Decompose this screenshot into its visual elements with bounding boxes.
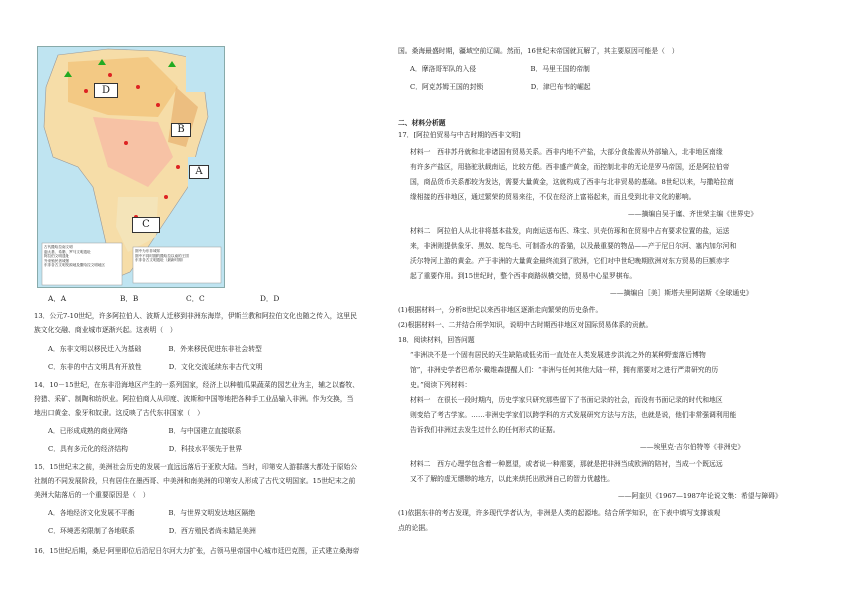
material-source: ——阿奎贝《1967—1987年论说文集：希望与障碍》	[618, 492, 782, 500]
sub-question: (1)根据材料一，分析8世纪以来西非地区逐渐走向繁荣的历史条件。	[398, 306, 603, 314]
material-text: “非洲决不是一个固有居民的天生缺陷或低劣而一直处在人类发展进步洪流之外的某种野蛮落后博物	[410, 351, 706, 359]
material-text: 有许多产盐区，用骆驼驮载南运，比较方便。西非盛产黄金，而控制北非的无论是罗马帝国，还是阿拉伯帝	[410, 163, 730, 171]
question-text: 狩猎、采矿、制陶和纺织业。阿拉伯商人从印度、波斯和中国等地把各种手工业品输入非洲。作为交换，当	[34, 395, 354, 403]
map-legend-right	[135, 249, 219, 263]
legend-item: 迦太基、希腊、罗马文明遗址	[44, 249, 91, 254]
material-text: 来，非洲则提供象牙、黑奴、鸵鸟毛、可制香水的香猫，以及最重要的物品——产于尼日尔河、塞内加尔河和	[410, 242, 737, 250]
legend-item: 图中不同时期的撒哈拉以南的王国	[135, 253, 189, 258]
material-text: 馆”，非洲史学者巴希尔·戴维森提醒人们：“非洲与任何其他大陆一样，拥有需要对之进行严肃研究的历	[410, 366, 719, 374]
material-text: 材料二 阿拉伯人从北非将基本盐发，向南运送布匹、珠宝、贝壳仿琢和在贸易中占有要求位置的盐，运送	[410, 227, 730, 235]
material-text: 又不了解的虚无缥缈的地方，以此来烘托出欧洲自己的智力优越性。	[410, 475, 614, 483]
map-label-b: B	[171, 123, 191, 137]
legend-item: 外来殖民者城堡	[44, 258, 70, 263]
map-label-a: A	[189, 165, 209, 179]
material-text: 告诉我们非洲过去发生过什么的任何形式的证据。	[410, 426, 560, 434]
sub-question: (2)根据材料一、二并结合所学知识，说明中古时期西非地区对国际贸易体系的贡献。	[398, 321, 653, 329]
material-text: 缘相接的西非地区，通过繁荣的贸易来往，不仅在经济上富裕起来，而且受到北非文化的影响。	[410, 193, 696, 201]
material-source: ——摘编自吴于廑、齐世荣主编《世界史》	[628, 210, 758, 218]
answer-option: C．东非的中古文明具有开放性 D．文化交流延续东非古代文明	[48, 363, 263, 371]
sub-question: (1)依据东非的考古发现，许多现代学者认为，非洲是人类的起源地。结合所学知识，在下表中填写支撑该观	[398, 509, 721, 517]
sub-question: 点的论据。	[398, 524, 432, 532]
material-text: 国，商品货币关系都较为发达，需要大量黄金，这就构成了西非与北非贸易的基础。8世纪以来，与撒哈拉南	[410, 178, 734, 186]
question-text: 15．15世纪末之前，美洲社会历史的发展一直远远落后于亚欧大陆。当时，印第安人游群落大都处于原始公	[34, 463, 358, 471]
option-c: C．C	[186, 294, 205, 303]
material-text: 则变给了考古学家。……非洲史学家们以跨学科的方式发展研究方法与方法，也就是说，他们非常强调利用能	[410, 411, 737, 419]
question-text: 14．10－15世纪，在东非沿海地区产生的一系列国家，经济上以种植瓜果蔬菜的园艺业为主，辅之以畜牧、	[34, 381, 360, 389]
answer-option: A．各地经济文化发展不平衡 B．与世界文明发达地区隔绝	[48, 509, 256, 517]
answer-option: C．阿克苏姆王国的封锁 D．津巴布韦的崛起	[410, 83, 591, 91]
option-d: D．D	[260, 294, 280, 303]
question-text: 国。桑海最盛时期，疆域空前辽阔。然而，16世纪末帝国就瓦解了，其主要原因可能是（ ）	[398, 47, 679, 55]
question-text: 社制的不同发展阶段，只有居住在墨西哥、中美洲和南美洲的印第安人形成了古代文明国家。15世纪末之前	[34, 477, 356, 485]
question-text: 美洲大陆落后的一个重要原因是（ ）	[34, 491, 150, 499]
question-text: 地出口黄金、象牙和奴隶。这反映了古代东非国家（ ）	[34, 409, 204, 417]
question-title: 17．[阿拉伯贸易与中古时期的西非文明]	[398, 131, 521, 139]
section-title: 二、材料分析题	[398, 119, 446, 127]
answer-option: A．已形成成熟的商业网络 B．与中国建立直接联系	[48, 427, 242, 435]
option-b: B．B	[120, 294, 139, 303]
legend-item: 东非各古文明遗址（最新时期）	[135, 258, 186, 263]
legend-item: 东非各古文明发源地及撒哈拉文明地区	[44, 263, 106, 268]
answer-option: A．摩洛哥军队的入侵 B．马里王国的帝制	[410, 65, 590, 73]
option-a: A．A	[48, 294, 67, 303]
material-text: 材料二 西方心理学包含着一种愿望，或者说一种需要，那就是把非洲当成欧洲的陪衬，当成一个既远远	[410, 460, 723, 468]
question-text: 族文化交融、商业城市逐渐兴起。这表明（ ）	[34, 326, 177, 334]
map-label-d: D	[94, 83, 118, 98]
map-legend-left	[44, 245, 122, 268]
question-text: 13．公元7-10世纪，许多阿拉伯人、波斯人迁移到非洲东海岸，伊斯兰教和阿拉伯文化也随之传入，这里民	[34, 312, 357, 320]
question-title: 18．阅读材料，回答问题	[398, 336, 475, 344]
answer-option: A．东非文明以移民迁入为基础 B．外来移民促进东非社会转型	[48, 345, 262, 353]
material-source: ——摘编自［美］斯塔夫里阿诺斯《全球通史》	[610, 289, 753, 297]
material-text: 起了重要作用。到15世纪时，整个西非商路纵横交错，贸易中心星罗棋布。	[410, 272, 637, 280]
legend-item: 图中为东非城邦	[135, 249, 161, 253]
material-text: 材料一 在很长一段时期内，历史学家只研究那些留下了书面记录的社会，而没有书面记录的时代和地区	[410, 396, 723, 404]
legend-item: 阿拉伯文明遗址	[44, 254, 70, 259]
answer-option: C．具有多元化的经济结构 D．科技水平领先于世界	[48, 445, 243, 453]
africa-map	[37, 46, 225, 288]
answer-option: C．环境恶劣限制了各地联系 D．西方殖民者尚未踏足美洲	[48, 527, 256, 535]
legend-item: 古代撒哈拉南文明	[44, 245, 73, 249]
material-text: 材料一 西非苏丹就和北非诸国有贸易关系。西非内地不产盐，大部分食盐需从外部输入，北非地区南缘	[410, 148, 723, 156]
material-text: 史。”阅读下列材料：	[410, 381, 472, 389]
question-text: 16．15世纪后期，桑尼·阿里即位后沿尼日尔河大力扩张，占领马里帝国中心城市廷巴克图，正式建立桑海帝	[34, 547, 360, 555]
material-text: 沃尔特河上游的黄金。产于非洲的大量黄金最终流到了欧洲，它们对中世纪晚期欧洲对东方贸易的巨额赤字	[410, 257, 730, 265]
map-label-c: C	[132, 217, 160, 233]
material-source: ——埃里克·吉尔伯特等《非洲史》	[640, 443, 745, 451]
